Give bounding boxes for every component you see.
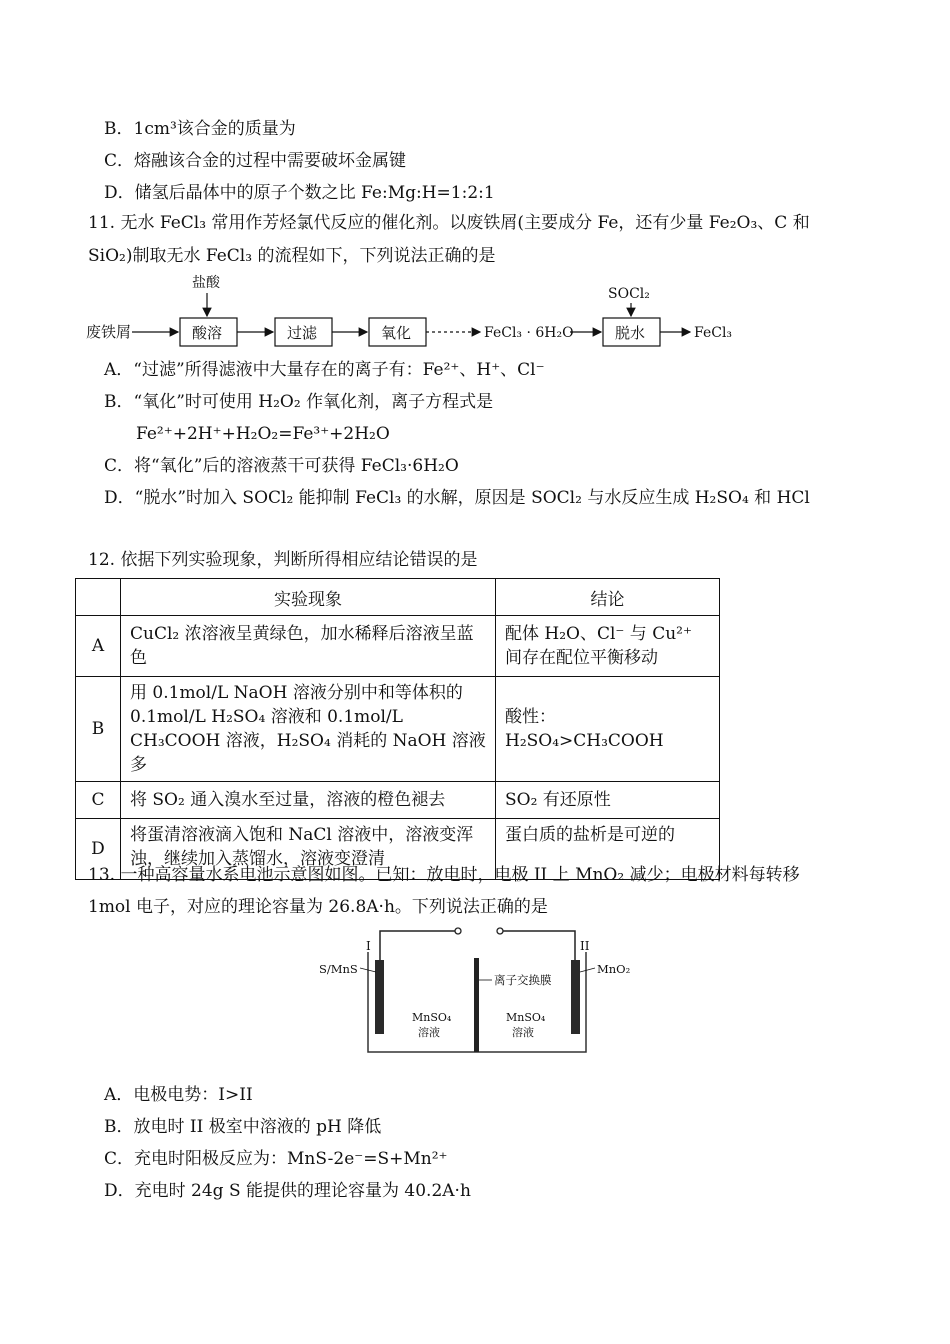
row-label: D	[76, 819, 121, 880]
membrane-label: 离子交换膜	[494, 973, 552, 987]
table-header-row	[76, 579, 720, 616]
table-row	[76, 677, 720, 782]
q11-option-b-equation: Fe²⁺+2H⁺+H₂O₂=Fe³⁺+2H₂O	[136, 424, 390, 444]
row-conclusion: SO₂ 有还原性	[496, 782, 720, 819]
row-phenomenon: 将蛋清溶液滴入饱和 NaCl 溶液中，溶液变浑浊，继续加入蒸馏水，溶液变澄清	[121, 819, 496, 880]
row-phenomenon: 将 SO₂ 通入溴水至过量，溶液的橙色褪去	[121, 782, 496, 819]
q11-flow-diagram	[80, 270, 760, 350]
q13-stem-line1: 13. 一种高容量水系电池示意图如图。已知：放电时，电极 II 上 MnO₂ 减少；电极材料每转移	[88, 865, 800, 885]
table-header-conclusion: 结论	[496, 579, 720, 616]
q13-stem-line2: 1mol 电子，对应的理论容量为 26.8A·h。下列说法正确的是	[88, 897, 548, 917]
row-label: A	[76, 616, 121, 677]
right-solution-name: MnSO₄	[506, 1011, 546, 1024]
q13-option-d: D．充电时 24g S 能提供的理论容量为 40.2A·h	[104, 1181, 471, 1201]
q13-option-a: A．电极电势：I>II	[104, 1085, 253, 1105]
row-conclusion: 酸性：H₂SO₄>CH₃COOH	[496, 677, 720, 782]
table-header-empty	[76, 579, 121, 616]
flow-step1: 酸溶	[192, 324, 223, 342]
electrode-i	[375, 960, 384, 1034]
flow-reagent1: 盐酸	[192, 275, 220, 291]
electrode-i-label: I	[366, 939, 371, 953]
row-conclusion: 蛋白质的盐析是可逆的	[496, 819, 720, 880]
terminal-left	[455, 928, 461, 934]
q13-option-c: C．充电时阳极反应为：MnS-2e⁻=S+Mn²⁺	[104, 1149, 448, 1169]
q11-stem-line2: SiO₂)制取无水 FeCl₃ 的流程如下，下列说法正确的是	[88, 246, 496, 266]
flow-output: FeCl₃	[694, 325, 733, 341]
electrode-ii	[571, 960, 580, 1034]
q10-option-c: C．熔融该合金的过程中需要破坏金属键	[104, 151, 407, 171]
table-header-phenomenon: 实验现象	[121, 579, 496, 616]
q11-option-c: C．将“氧化”后的溶液蒸干可获得 FeCl₃·6H₂O	[104, 456, 459, 476]
flow-intermediate: FeCl₃ · 6H₂O	[484, 325, 574, 341]
flow-reagent2: SOCl₂	[608, 286, 650, 302]
row-phenomenon: CuCl₂ 浓溶液呈黄绿色，加水稀释后溶液呈蓝色	[121, 616, 496, 677]
q11-option-a: A．“过滤”所得滤液中大量存在的离子有：Fe²⁺、H⁺、Cl⁻	[104, 360, 545, 380]
flow-step4: 脱水	[615, 324, 646, 342]
left-material-label: S/MnS	[319, 962, 358, 976]
table-row	[76, 782, 720, 819]
q11-stem-line1: 11. 无水 FeCl₃ 常用作芳烃氯代反应的催化剂。以废铁屑(主要成分 Fe，还有少量 Fe₂O₃、C 和	[88, 213, 810, 233]
right-material-label: MnO₂	[597, 962, 631, 976]
q12-stem: 12. 依据下列实验现象，判断所得相应结论错误的是	[88, 550, 478, 570]
row-phenomenon: 用 0.1mol/L NaOH 溶液分别中和等体积的 0.1mol/L H₂SO₄ 溶液和 0.1mol/L CH₃COOH 溶液，H₂SO₄ 消耗的 NaOH 溶液多	[121, 677, 496, 782]
ion-exchange-membrane	[474, 958, 479, 1052]
flow-input: 废铁屑	[86, 323, 132, 341]
battery-diagram	[310, 920, 640, 1060]
q11-option-b: B．“氧化”时可使用 H₂O₂ 作氧化剂，离子方程式是	[104, 392, 494, 412]
table-row	[76, 616, 720, 677]
flow-step2: 过滤	[287, 324, 318, 342]
q10-option-d: D．储氢后晶体中的原子个数之比 Fe:Mg:H=1:2:1	[104, 183, 495, 203]
left-solution-word: 溶液	[418, 1026, 440, 1039]
q11-option-d: D．“脱水”时加入 SOCl₂ 能抑制 FeCl₃ 的水解，原因是 SOCl₂ 与水反应生成 H₂SO₄ 和 HCl	[104, 488, 810, 508]
q10-option-b: B．1cm³该合金的质量为	[104, 119, 296, 139]
flow-step3: 氧化	[381, 324, 412, 342]
q12-table	[75, 578, 720, 880]
electrode-ii-label: II	[580, 939, 590, 953]
right-solution-word: 溶液	[512, 1026, 534, 1039]
terminal-right	[497, 928, 503, 934]
row-label: C	[76, 782, 121, 819]
q13-option-b: B．放电时 II 极室中溶液的 pH 降低	[104, 1117, 382, 1137]
row-label: B	[76, 677, 121, 782]
left-solution-name: MnSO₄	[412, 1011, 452, 1024]
row-conclusion: 配体 H₂O、Cl⁻ 与 Cu²⁺ 间存在配位平衡移动	[496, 616, 720, 677]
